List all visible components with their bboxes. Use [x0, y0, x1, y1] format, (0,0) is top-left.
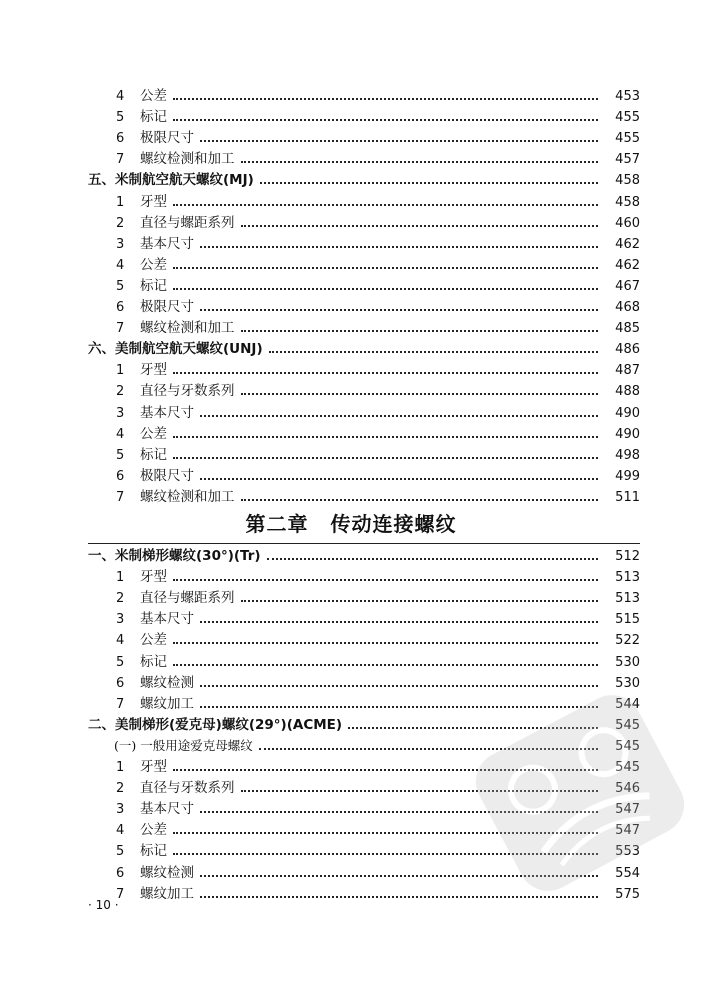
toc-page-number: 544 [615, 696, 640, 712]
toc-label: 螺纹加工 [140, 885, 194, 902]
toc-page-number: 530 [615, 654, 640, 670]
toc-item [0, 776, 640, 796]
dot-leader [173, 853, 598, 855]
toc-page-number: 486 [615, 342, 640, 358]
toc-label: 基本尺寸 [140, 235, 194, 252]
toc-page-number: 546 [615, 781, 640, 797]
toc-page-number: 547 [615, 823, 640, 839]
toc-label: 直径与牙数系列 [140, 780, 235, 797]
toc-label: 螺纹检测 [140, 864, 194, 881]
toc-label: 标记 [140, 109, 167, 126]
toc-label: 基本尺寸 [140, 801, 194, 818]
toc-section [0, 337, 640, 357]
toc-item-number: 3 [116, 236, 125, 252]
toc-label: 螺纹检测和加工 [140, 488, 235, 505]
toc-item-number: 7 [116, 696, 125, 712]
dot-leader [173, 642, 598, 644]
toc-item [0, 105, 640, 125]
dot-leader [241, 225, 599, 227]
toc-item [0, 671, 640, 691]
dot-leader [200, 478, 598, 480]
toc-item-number: 6 [116, 468, 125, 484]
toc-page-number: 467 [615, 278, 640, 294]
chapter-number: 第二章 [245, 512, 309, 536]
dot-leader [200, 140, 598, 142]
dot-leader [173, 98, 598, 100]
toc-page-number: 462 [615, 257, 640, 273]
toc-label: 牙型 [140, 569, 167, 586]
toc-item [0, 211, 640, 231]
toc-label: 公差 [140, 88, 167, 104]
toc-item-number: 4 [116, 823, 125, 839]
dot-leader [173, 579, 598, 581]
dot-leader [241, 499, 599, 501]
toc-item [0, 650, 640, 670]
dot-leader [200, 811, 598, 813]
toc-item [0, 755, 640, 775]
toc-label: 二、美制梯形(爱克母)螺纹(29°)(ACME) [88, 716, 343, 733]
toc-page-number: 490 [615, 426, 640, 442]
toc-item [0, 232, 640, 252]
toc-item-number: 4 [116, 633, 125, 649]
toc-item [0, 485, 640, 505]
toc-label: 极限尺寸 [140, 299, 194, 315]
toc-page-number: 455 [615, 110, 640, 126]
toc-item-number: 6 [116, 300, 125, 315]
toc-label: 牙型 [140, 193, 167, 210]
toc-item-number: 7 [116, 489, 125, 505]
toc-label: 公差 [140, 256, 167, 273]
toc-item-number: 7 [116, 152, 125, 168]
toc-item-number: 5 [116, 844, 125, 860]
dot-leader [267, 558, 598, 560]
toc-item-number: 1 [116, 570, 125, 586]
dot-leader [200, 685, 598, 687]
toc-item-number: 6 [116, 675, 125, 691]
toc-label: 五、米制航空航天螺纹(MJ) [88, 172, 254, 189]
toc-item-number: 2 [116, 781, 125, 797]
toc-label: 直径与螺距系列 [140, 590, 235, 607]
toc-label: 公差 [140, 632, 167, 649]
toc-label: 直径与螺距系列 [140, 214, 235, 231]
toc-page-number: 458 [615, 194, 640, 210]
toc-page-number: 458 [615, 173, 640, 189]
toc-page-number: 462 [615, 236, 640, 252]
dot-leader [173, 204, 598, 206]
toc-item-number: 5 [116, 447, 125, 463]
toc-item [0, 607, 640, 627]
dot-leader [173, 119, 598, 121]
dot-leader [241, 161, 599, 163]
toc-page-number: 545 [615, 738, 640, 754]
toc-item-number: 5 [116, 110, 125, 126]
toc-item [0, 379, 640, 399]
dot-leader [173, 267, 598, 269]
toc-label: 标记 [140, 277, 167, 294]
chapter-heading [0, 508, 702, 537]
toc-label: 公差 [140, 425, 167, 442]
dot-leader [200, 415, 598, 417]
toc-item-number: 6 [116, 865, 125, 881]
toc-label: 标记 [140, 446, 167, 463]
toc-section [0, 168, 640, 188]
toc-label: (一) 一般用途爱克母螺纹 [114, 737, 253, 753]
dot-leader [173, 288, 598, 290]
toc-item [0, 861, 640, 881]
dot-leader [260, 182, 598, 184]
dot-leader [200, 309, 598, 311]
toc-item [0, 443, 640, 463]
toc-section [0, 713, 640, 733]
toc-item [0, 126, 640, 146]
toc-page-number: 522 [615, 633, 640, 649]
toc-page-number: 511 [615, 489, 640, 505]
toc-page-number: 488 [615, 384, 640, 400]
toc-item-number: 1 [116, 363, 125, 379]
toc-item [0, 628, 640, 648]
toc-item-number: 7 [116, 321, 125, 337]
toc-page-number: 490 [615, 405, 640, 421]
toc-item [0, 464, 640, 484]
toc-item-number: 4 [116, 89, 125, 104]
toc-page-number: 554 [615, 865, 640, 881]
toc-item-number: 4 [116, 426, 125, 442]
toc-page-number: 457 [615, 152, 640, 168]
toc-item [0, 253, 640, 273]
dot-leader [241, 790, 599, 792]
toc-item-number: 7 [116, 886, 125, 902]
dot-leader [269, 351, 598, 353]
toc-item [0, 586, 640, 606]
toc-item [0, 692, 640, 712]
toc-page-number: 455 [615, 131, 640, 147]
dot-leader [173, 832, 598, 834]
toc-item-number: 4 [116, 257, 125, 273]
dot-leader [241, 330, 599, 332]
toc-item-number: 2 [116, 215, 125, 231]
toc-item [0, 190, 640, 210]
toc-item-number: 2 [116, 384, 125, 400]
toc-label: 直径与牙数系列 [140, 383, 235, 400]
toc-page-number: 513 [615, 591, 640, 607]
toc-label: 标记 [140, 843, 167, 860]
toc-item-number: 1 [116, 194, 125, 210]
toc-item [0, 818, 640, 838]
toc-page-number: 547 [615, 802, 640, 818]
toc-label: 牙型 [140, 362, 167, 379]
toc-page-number: 468 [615, 300, 640, 315]
toc-item [0, 84, 640, 104]
dot-leader [200, 246, 598, 248]
toc-page-number: 487 [615, 363, 640, 379]
toc-item-number: 2 [116, 591, 125, 607]
dot-leader [173, 436, 598, 438]
toc-page-number: 545 [615, 760, 640, 775]
toc-page-number: 512 [615, 549, 640, 564]
toc-item-number: 5 [116, 654, 125, 670]
toc-page-number: 499 [615, 468, 640, 484]
toc-item [0, 401, 640, 421]
toc-label: 牙型 [140, 759, 167, 775]
dot-leader [241, 600, 599, 602]
toc-item [0, 295, 640, 315]
toc-item [0, 797, 640, 817]
toc-label: 一、米制梯形螺纹(30°)(Tr) [88, 548, 261, 564]
dot-leader [200, 621, 598, 623]
toc-label: 螺纹检测 [140, 674, 194, 691]
toc-item-number: 3 [116, 405, 125, 421]
toc-item [0, 839, 640, 859]
dot-leader [200, 875, 598, 877]
toc-page-number: 498 [615, 447, 640, 463]
toc-page-number: 530 [615, 675, 640, 691]
chapter-title: 传动连接螺纹 [330, 512, 457, 536]
dot-leader [173, 664, 598, 666]
dot-leader [200, 706, 598, 708]
toc-label: 基本尺寸 [140, 611, 194, 628]
toc-label: 极限尺寸 [140, 130, 194, 147]
page-number-footer: · 10 · [88, 898, 119, 912]
toc-label: 螺纹检测和加工 [140, 151, 235, 168]
toc-item [0, 422, 640, 442]
toc-page-number: 575 [615, 886, 640, 902]
toc-item [0, 565, 640, 585]
toc-page-number: 545 [615, 717, 640, 733]
dot-leader [200, 896, 598, 898]
toc-label: 标记 [140, 653, 167, 670]
toc-page-number: 460 [615, 215, 640, 231]
toc-label: 极限尺寸 [140, 467, 194, 484]
toc-page-number: 513 [615, 570, 640, 586]
toc-item-number: 5 [116, 278, 125, 294]
toc-page-number: 453 [615, 89, 640, 104]
dot-leader [241, 393, 599, 395]
toc-label: 六、美制航空航天螺纹(UNJ) [88, 341, 263, 358]
toc-item [0, 274, 640, 294]
toc-label: 螺纹加工 [140, 695, 194, 712]
toc-page-number: 553 [615, 844, 640, 860]
toc-section [0, 544, 640, 564]
toc-item [0, 147, 640, 167]
toc-item [0, 358, 640, 378]
toc-item [0, 316, 640, 336]
dot-leader [173, 372, 598, 374]
toc-page-number: 515 [615, 612, 640, 628]
toc-page-number: 485 [615, 321, 640, 337]
dot-leader [259, 748, 598, 750]
toc-label: 公差 [140, 822, 167, 839]
toc-item-number: 3 [116, 612, 125, 628]
toc-subsection [0, 734, 640, 754]
dot-leader [173, 769, 598, 771]
toc-label: 基本尺寸 [140, 404, 194, 421]
toc-label: 螺纹检测和加工 [140, 320, 235, 337]
toc-item-number: 1 [116, 760, 125, 775]
dot-leader [348, 727, 598, 729]
toc-item-number: 3 [116, 802, 125, 818]
toc-item-number: 6 [116, 131, 125, 147]
dot-leader [173, 457, 598, 459]
